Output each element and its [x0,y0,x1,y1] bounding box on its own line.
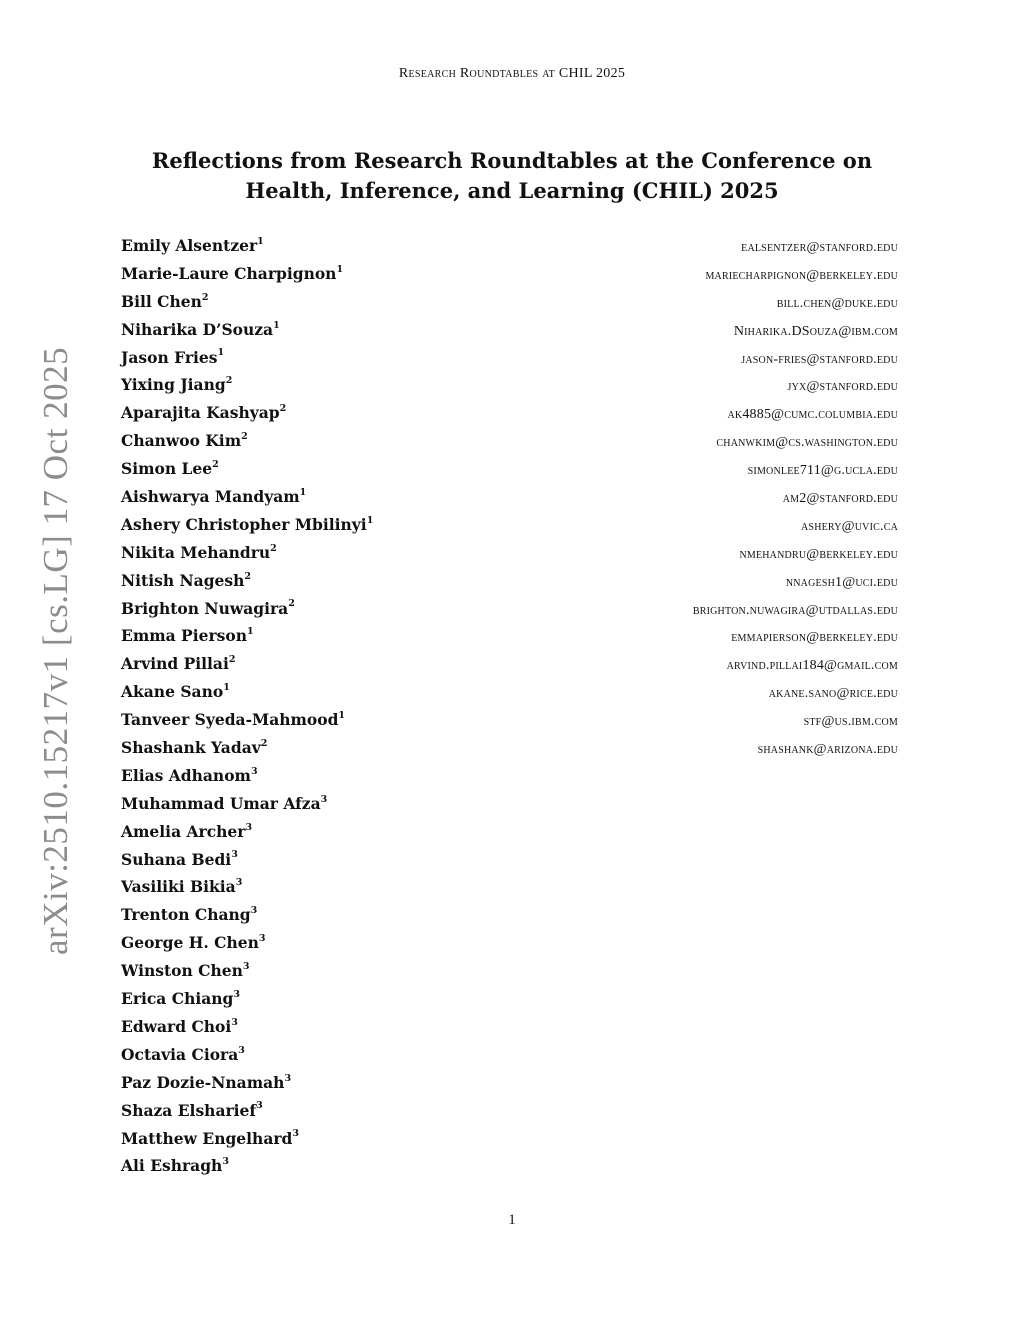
author-email: stf@us.ibm.com [803,714,898,730]
author-affiliation-mark: 3 [233,988,241,1000]
author-name-block [121,571,251,590]
author-entry [121,989,898,1017]
author-email: shashank@arizona.edu [757,742,898,758]
author-name-block [121,877,242,896]
author-name-block [121,599,295,618]
author-email: arvind.pillai184@gmail.com [726,658,898,674]
author-name-block [121,794,327,813]
author-name: Aparajita Kashyap [121,403,280,423]
author-name-block [121,933,266,952]
author-name: Shashank Yadav [121,738,261,758]
author-affiliation-mark: 3 [292,1128,300,1140]
author-name-block [121,515,373,534]
author-entry [121,599,898,627]
author-name: Bill Chen [121,291,202,311]
author-name: Yixing Jiang [121,375,226,395]
author-name: Vasiliki Bikia [121,877,236,897]
author-name-block [121,1101,263,1120]
author-name: Chanwoo Kim [121,431,242,451]
author-affiliation-mark: 3 [231,849,238,861]
author-name-block [121,1129,299,1148]
author-entry [121,487,898,515]
author-name-block [121,1045,245,1064]
author-name-block [121,1156,229,1175]
author-name: Suhana Bedi [121,849,232,869]
author-name: Winston Chen [121,961,243,981]
author-name: Emma Pierson [121,626,247,646]
author-affiliation-mark: 2 [228,654,236,666]
author-name: Emily Alsentzer [121,236,258,255]
author-affiliation-mark: 1 [257,235,264,247]
author-email: bill.chen@duke.edu [776,295,898,311]
author-entry [121,571,898,599]
author-name: Paz Dozie-Nnamah [121,1072,285,1092]
author-email: ealsentzer@stanford.edu [741,240,898,255]
author-entry [121,850,898,878]
author-email: am2@stanford.edu [782,491,898,507]
author-name-block [121,459,219,478]
running-header: Research Roundtables at CHIL 2025 [398,66,626,81]
author-entry [121,1129,898,1157]
author-entry [121,403,898,431]
author-affiliation-mark: 1 [273,319,280,331]
author-name: Simon Lee [121,459,213,479]
author-email: akane.sano@rice.edu [768,686,898,702]
author-name-block [121,431,248,450]
author-name-block [121,654,235,673]
author-name: Nikita Mehandru [121,542,271,562]
author-affiliation-mark: 2 [201,291,209,303]
author-name: Matthew Engelhard [121,1128,293,1148]
author-email: ashery@uvic.ca [801,518,898,534]
paper-title-line-1: Reflections from Research Roundtables at the Conference on [151,148,873,173]
author-entry [121,1017,898,1045]
author-name: Muhammad Umar Afza [121,793,321,813]
author-email: simonlee711@g.ucla.edu [747,463,898,479]
author-affiliation-mark: 2 [279,403,287,415]
author-email: jyx@stanford.edu [787,379,898,395]
author-entry [121,1101,898,1129]
author-entry [121,1045,898,1073]
author-affiliation-mark: 1 [223,682,230,694]
author-entry [121,320,898,348]
author-entry [121,905,898,933]
author-entry [121,794,898,822]
author-name: Edward Choi [121,1016,232,1036]
author-name: Trenton Chang [121,905,251,925]
author-entry [121,459,898,487]
author-email: emmapierson@berkeley.edu [731,630,898,646]
author-affiliation-mark: 3 [320,793,328,805]
author-name: Ashery Christopher Mbilinyi [121,514,367,534]
author-affiliation-mark: 2 [241,431,248,443]
author-name-block [121,961,250,980]
author-name-block [121,403,286,422]
author-name-block [121,348,224,367]
author-name-block [121,905,257,924]
author-name: Amelia Archer [121,821,246,841]
author-name: Arvind Pillai [121,654,229,674]
author-name: George H. Chen [121,933,259,953]
author-entry [121,264,898,292]
author-affiliation-mark: 1 [217,347,225,359]
author-affiliation-mark: 3 [238,1044,245,1056]
author-email: mariecharpignon@berkeley.edu [705,267,898,283]
author-email: nnagesh1@uci.edu [785,574,898,590]
author-affiliation-mark: 3 [258,933,266,945]
author-name: Octavia Ciora [121,1044,239,1064]
paper-title-line-2: Health, Inference, and Learning (CHIL) 2025 [245,178,779,203]
author-affiliation-mark: 3 [250,905,258,917]
author-name-block [121,682,230,701]
arxiv-identifier-stamp: arXiv:2510.15217v1 [cs.LG] 17 Oct 2025 [36,346,75,955]
author-name-block [121,710,345,729]
author-entry [121,1073,898,1101]
author-affiliation-mark: 2 [270,542,277,554]
author-affiliation-mark: 3 [250,765,258,777]
author-name: Tanveer Syeda-Mahmood [121,710,339,730]
author-affiliation-mark: 1 [246,626,254,638]
author-name-block [121,1073,291,1092]
author-name-block [121,264,343,283]
author-name: Jason Fries [121,347,218,367]
author-name-block [121,989,240,1008]
author-email: nmehandru@berkeley.edu [739,546,898,562]
author-entry [121,738,898,766]
author-affiliation-mark: 3 [242,961,250,972]
author-name-block [121,292,209,311]
author-name-block [121,487,306,506]
author-email: ak4885@cumc.columbia.edu [727,407,898,423]
author-affiliation-mark: 3 [231,1016,238,1028]
author-entry [121,348,898,376]
author-name-block [121,236,264,255]
author-entry [121,933,898,961]
author-name: Nitish Nagesh [121,570,245,590]
author-name: Shaza Elsharief [121,1100,257,1120]
author-name: Brighton Nuwagira [121,598,289,618]
page-number: 1 [508,1212,516,1228]
author-name: Erica Chiang [121,989,234,1009]
author-name-block [121,543,277,562]
author-name: Ali Eshragh [121,1156,223,1176]
author-name-block [121,375,232,394]
author-name: Aishwarya Mandyam [121,487,300,507]
author-entry [121,236,898,264]
author-entry [121,961,898,989]
author-email: Niharika.DSouza@ibm.com [733,323,898,339]
author-name-block [121,850,238,869]
author-entry [121,431,898,459]
author-name-block [121,320,280,339]
author-affiliation-mark: 1 [338,709,346,721]
author-entry [121,822,898,850]
author-affiliation-mark: 2 [260,737,268,749]
author-entry [121,626,898,654]
paper-title [0,146,1024,206]
author-affiliation-mark: 3 [245,821,253,833]
author-name: Akane Sano [121,682,224,702]
author-list [121,236,898,1184]
author-affiliation-mark: 2 [244,570,252,582]
author-name-block [121,626,254,645]
author-affiliation-mark: 3 [284,1072,292,1084]
author-name: Marie-Laure Charpignon [121,263,337,283]
author-email: brighton.nuwagira@utdallas.edu [692,602,898,618]
author-email: jason-fries@stanford.edu [741,351,898,367]
author-affiliation-mark: 2 [288,598,295,610]
author-entry [121,877,898,905]
author-affiliation-mark: 1 [366,514,374,526]
author-name: Elias Adhanom [121,765,251,785]
author-affiliation-mark: 1 [299,486,307,498]
author-name-block [121,738,267,757]
author-name-block [121,766,258,785]
author-name-block [121,822,252,841]
author-affiliation-mark: 2 [225,375,233,387]
author-affiliation-mark: 1 [336,263,344,275]
author-entry [121,654,898,682]
author-email: chanwkim@cs.washington.edu [716,435,898,451]
author-entry [121,515,898,543]
author-name-block [121,1017,238,1036]
author-entry [121,292,898,320]
author-affiliation-mark: 3 [235,877,243,889]
author-entry [121,682,898,710]
author-entry [121,766,898,794]
author-entry [121,375,898,403]
author-entry [121,710,898,738]
author-affiliation-mark: 3 [256,1100,263,1112]
author-affiliation-mark: 3 [222,1156,229,1168]
author-name: Niharika D’Souza [121,319,274,339]
author-entry [121,543,898,571]
author-affiliation-mark: 2 [212,458,219,470]
author-entry [121,1156,898,1184]
